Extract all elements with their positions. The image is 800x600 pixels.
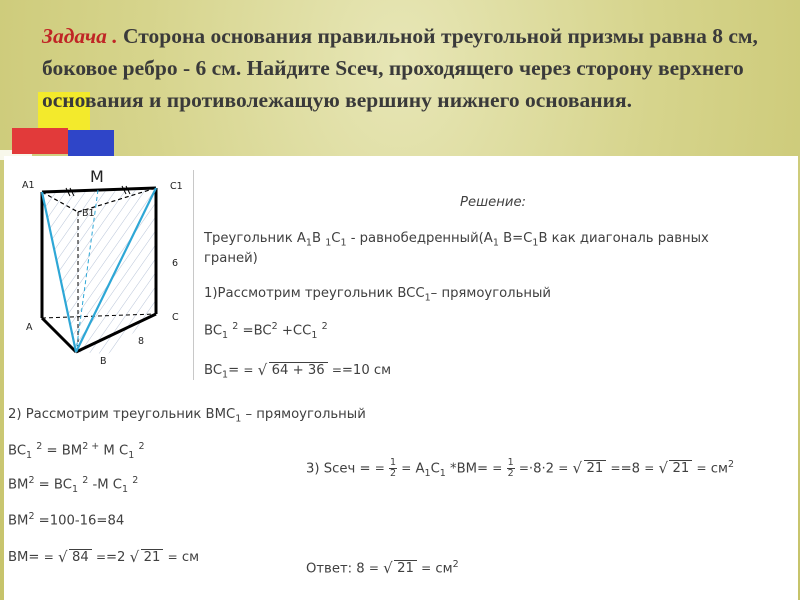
equation-1: $BC_1$ $^2 =BC^2 +CC_1$ $^2$ <box>204 321 328 342</box>
step0-line2: граней) <box>204 251 258 266</box>
decor-square-red <box>12 128 68 154</box>
step0-line1: Треугольник $A_1B$ $_1C_1$ - $равнобедренный(A_1$ $B=C_1B$ как диагональ равных <box>204 231 709 249</box>
equation-5: $BM^2 =100-16=84$ <box>8 511 125 529</box>
step1-text: 1)Рассмотрим треугольник $BCC_1-$ прямоугольный <box>204 286 551 304</box>
label-m: M <box>90 167 104 186</box>
step3-equation: 3) Sсеч = = $\frac{1}{2}$ = $A_1C_1$ *BM= = $\frac{1}{2}$ =·8·2 = √ 21 ==8 = √ $21 = см^2$ <box>306 456 734 483</box>
task-title <box>42 20 772 116</box>
label-base-length: 8 <box>138 336 145 347</box>
label-a1: A1 <box>22 180 35 191</box>
answer-line: Ответ: 8 = √ $21 = см^2$ <box>306 556 459 578</box>
equation-6: BM= = √ 84 ==2 √ 21 = см <box>8 548 199 567</box>
label-c1: C1 <box>170 181 183 192</box>
label-b: B <box>100 356 107 367</box>
label-c: C <box>172 312 179 323</box>
task-text: Сторона основания правильной треугольной призмы равна 8 см, боковое ребро - 6 см. Найдите Sсеч, проходящего через сторону верхнего основания и противолежащую вершину нижнего основания. <box>42 24 758 112</box>
label-a: A <box>26 322 33 333</box>
task-label: Задача . <box>42 24 118 48</box>
equation-3: $BC_1$ $^2 = BM^{2 +}$ M $C_1$ $^2$ <box>8 441 145 462</box>
equation-4: $BM^2 = BC_1$ $^2$ -M $C_1$ $^2$ <box>8 475 139 496</box>
step2-text: 2) Рассмотрим треугольник $BMC_1$ – прямоугольный <box>8 407 366 425</box>
label-b1: B1 <box>82 208 95 219</box>
equation-2: $BC_1=$ = √ 64 + 36 ==10 см <box>204 361 391 385</box>
prism-figure <box>18 162 198 374</box>
solution-heading: Решение: <box>460 195 526 210</box>
decor-square-blue <box>68 130 114 156</box>
label-side-length: 6 <box>172 258 179 269</box>
